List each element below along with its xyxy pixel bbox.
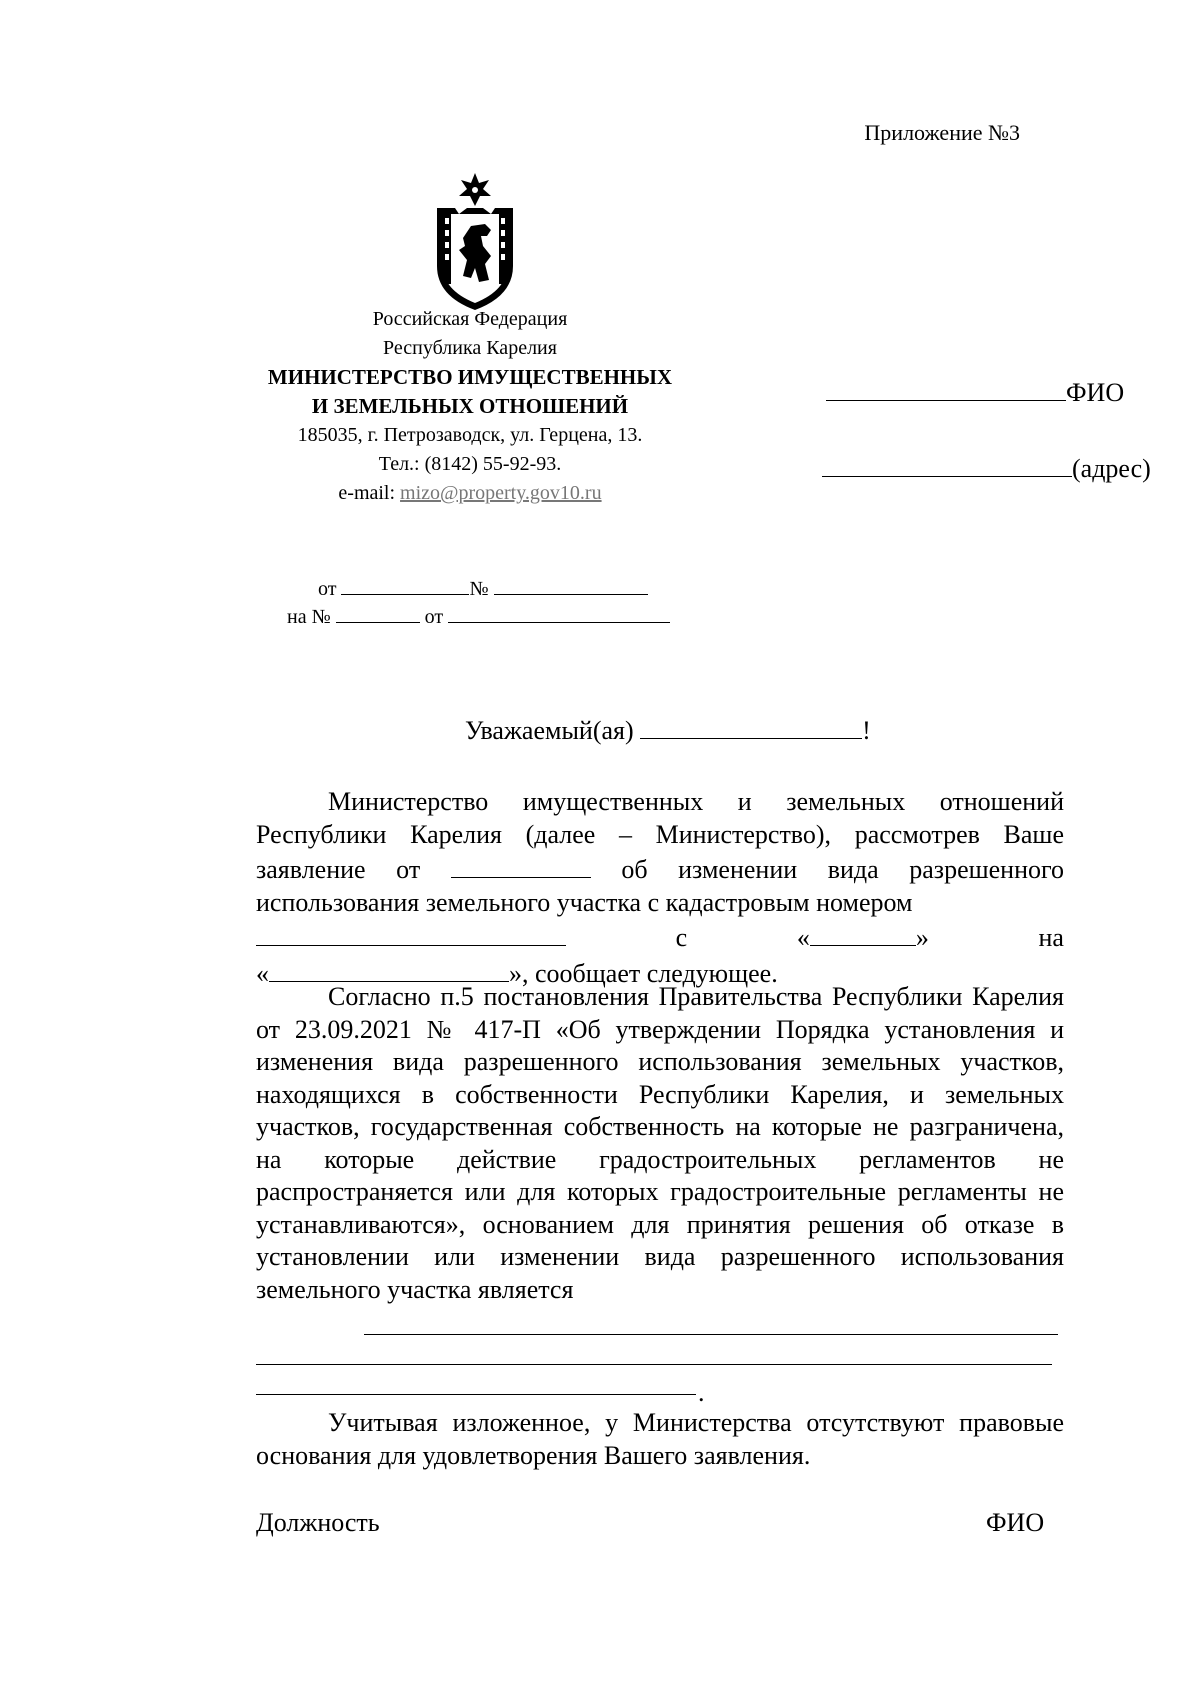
new-use-blank[interactable] [269, 955, 509, 982]
refusal-line-3 [256, 1364, 696, 1395]
greeting-text: Уважаемый(ая) [465, 716, 634, 745]
quote-close: » [915, 923, 929, 952]
reg-date-blank[interactable] [341, 574, 469, 595]
recipient-address-line [822, 450, 1151, 484]
registration-line-from [318, 574, 648, 601]
p1-from-word: с [675, 923, 688, 952]
ministry-email [230, 479, 710, 508]
reply-from-label: от [424, 606, 444, 628]
greeting-end: ! [862, 716, 871, 745]
recipient-name-label: ФИО [1066, 378, 1125, 407]
p1-to-word: на [1038, 923, 1064, 952]
p2-text: Согласно п.5 постановления Правительства Республики Карелия от 23.09.2021 № 417-П «Об утверждении Порядка установления и изменения вида разрешенного использования земельных участков, находящихся в собственности Республики Карелия, и земельных участков, государственная собственность на которые не разграничена, на которые действие градостроительных регламентов не распространяется или для которых градостроительные регламенты не устанавливаются», основанием для принятия решения об отказе в установлении или изменении вида разрешенного использования земельного участка является [256, 982, 1064, 1304]
region: Республика Карелия [383, 337, 557, 359]
letterhead [230, 305, 710, 508]
reply-date-blank[interactable] [448, 602, 670, 623]
body-paragraph-2 [256, 981, 1064, 1306]
refusal-line-2 [256, 1334, 1052, 1365]
body-paragraph-3 [256, 1407, 1064, 1472]
email-link[interactable]: mizo@property.gov10.ru [400, 482, 602, 504]
reply-number-blank[interactable] [336, 602, 420, 623]
signature-position: Должность [256, 1508, 380, 1537]
greeting [465, 712, 871, 746]
refusal-end-period: . [698, 1378, 705, 1407]
reg-number-blank[interactable] [494, 574, 648, 595]
recipient-address-blank[interactable] [822, 450, 1072, 477]
p1-closing: », сообщает следующее. [509, 958, 778, 988]
ministry-phone: Тел.: (8142) 55-92-93. [378, 453, 562, 475]
quote-open: « [796, 923, 810, 952]
p1-intro: Министерство имущественных и земельных отношений Республики Карелия (далее – Министерство), рассмотрев Ваше заявление от [256, 787, 1064, 884]
body-paragraph-1 [256, 786, 1064, 990]
email-label: e-mail: [338, 482, 401, 504]
ministry-name-line1: МИНИСТЕРСТВО ИМУЩЕСТВЕННЫХ [267, 365, 673, 389]
refusal-reason-blank-2[interactable] [256, 1334, 1052, 1365]
karelia-coat-of-arms-icon [425, 168, 525, 318]
reply-number-label: на № [287, 606, 331, 628]
refusal-reason-blank-3[interactable] [256, 1364, 696, 1395]
p3-text: Учитывая изложенное, у Министерства отсутствуют правовые основания для удовлетворения Вашего заявления. [256, 1408, 1064, 1470]
greeting-name-blank[interactable] [640, 712, 862, 739]
cadastral-row [256, 919, 1064, 955]
application-date-blank[interactable] [451, 851, 591, 878]
refusal-line-1 [364, 1304, 1058, 1335]
new-use-quote-open: « [256, 958, 269, 988]
signature-name: ФИО [986, 1508, 1045, 1537]
appendix-number: Приложение №3 [864, 120, 1020, 145]
current-use-field [797, 919, 929, 955]
recipient-address-label: (адрес) [1072, 454, 1151, 483]
current-use-blank[interactable] [810, 919, 916, 946]
recipient-name-line [826, 374, 1124, 408]
country: Российская Федерация [372, 308, 568, 330]
ministry-name-line2: И ЗЕМЕЛЬНЫХ ОТНОШЕНИЙ [311, 394, 629, 418]
reg-number-label: № [469, 578, 489, 600]
reg-from-label: от [318, 578, 337, 600]
registration-line-reply [287, 602, 670, 629]
refusal-reason-blank-1[interactable] [364, 1304, 1058, 1335]
recipient-name-blank[interactable] [826, 374, 1066, 401]
p1-subject: об изменении вида разрешенного использования земельного участка с кадастровым номером [256, 855, 1065, 917]
ministry-address: 185035, г. Петрозаводск, ул. Герцена, 13. [297, 424, 643, 446]
cadastral-number-blank[interactable] [256, 919, 566, 946]
